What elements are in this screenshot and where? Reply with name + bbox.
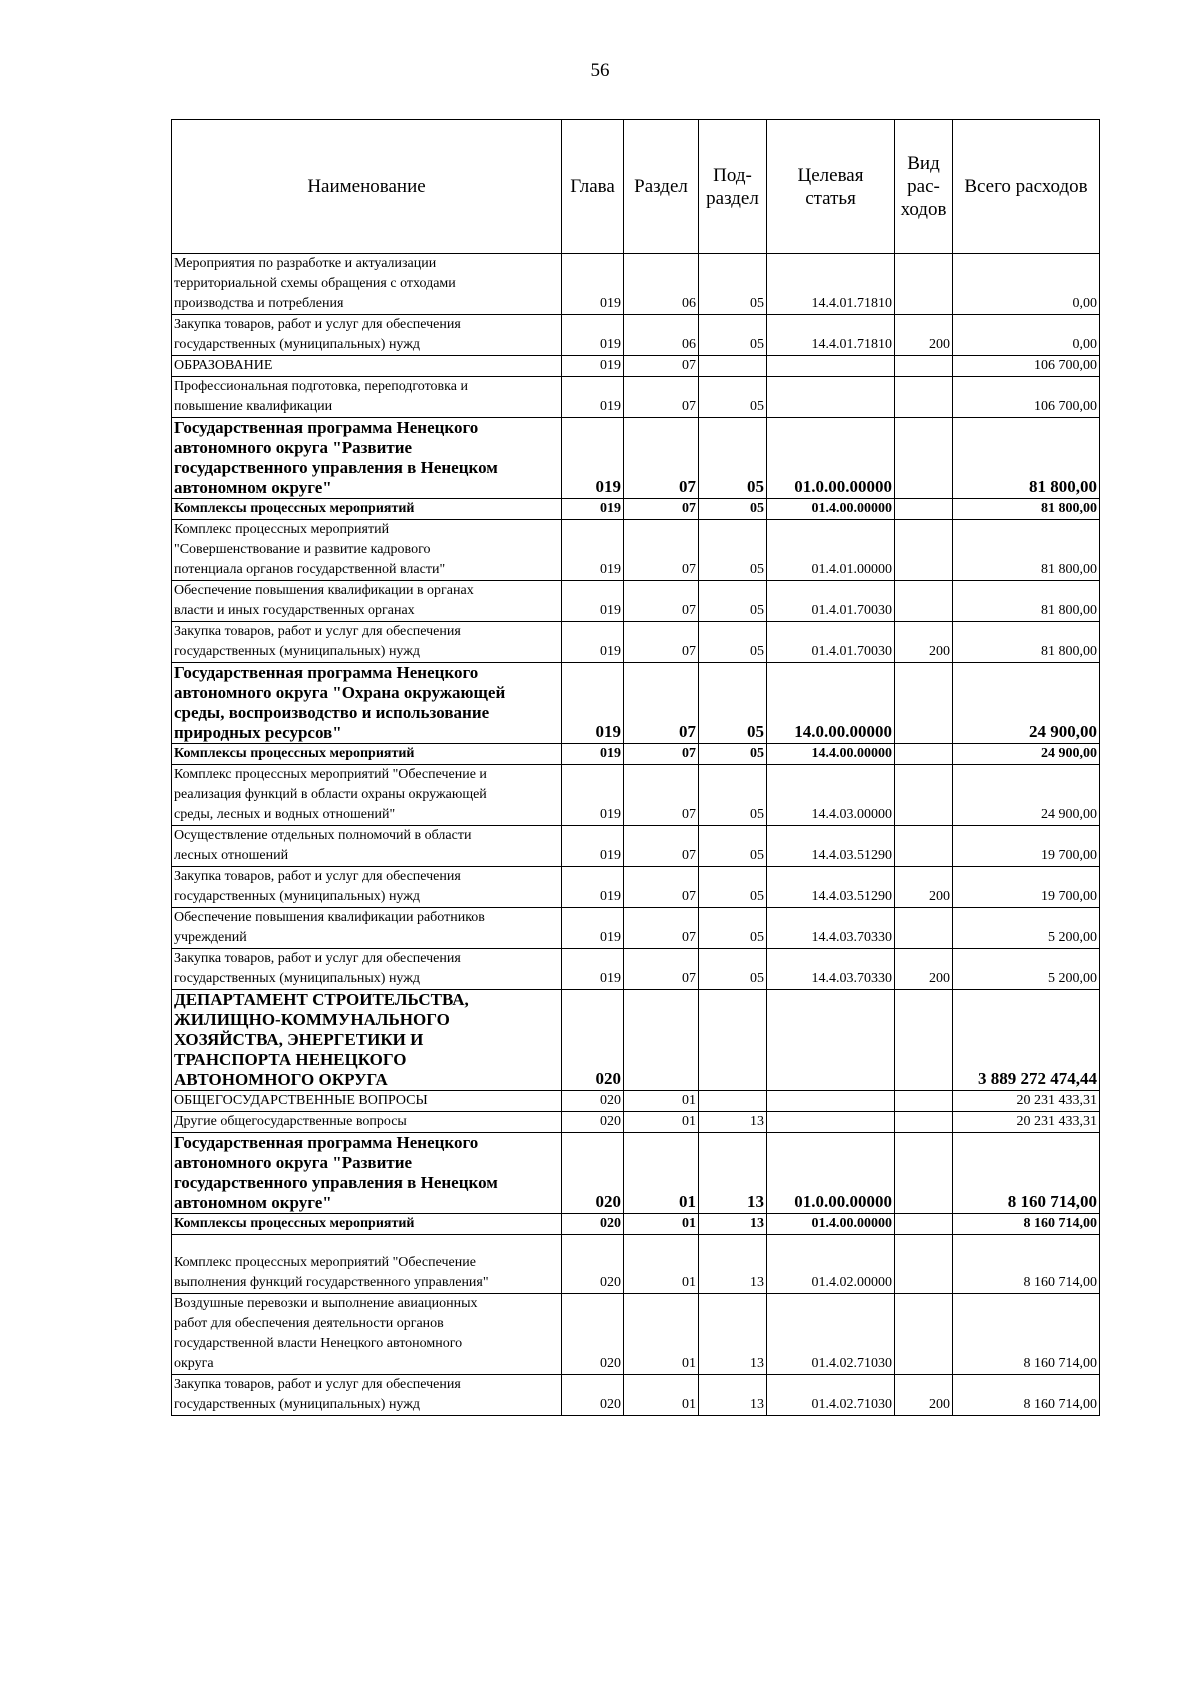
row-total: 81 800,00	[953, 520, 1100, 581]
row-razdel: 07	[624, 356, 699, 377]
row-podrazdel: 05	[699, 499, 767, 520]
row-total: 0,00	[953, 254, 1100, 315]
table-row	[172, 499, 1100, 520]
row-razdel: 07	[624, 663, 699, 744]
row-name: Комплексы процессных мероприятий	[172, 744, 562, 765]
row-total: 20 231 433,31	[953, 1112, 1100, 1133]
table-row	[172, 1112, 1100, 1133]
row-expense-type	[895, 356, 953, 377]
row-total: 5 200,00	[953, 908, 1100, 949]
row-name: Обеспечение повышения квалификации в органах власти и иных государственных органах	[172, 581, 562, 622]
row-name: Закупка товаров, работ и услуг для обеспечения государственных (муниципальных) нужд	[172, 949, 562, 990]
row-target-article: 01.4.00.00000	[767, 1214, 895, 1235]
row-glava: 019	[562, 254, 624, 315]
row-target-article: 01.4.01.70030	[767, 622, 895, 663]
row-glava: 020	[562, 1235, 624, 1294]
row-podrazdel	[699, 990, 767, 1091]
row-name: Профессиональная подготовка, переподготовка и повышение квалификации	[172, 377, 562, 418]
row-total: 106 700,00	[953, 356, 1100, 377]
row-target-article: 14.0.00.00000	[767, 663, 895, 744]
row-podrazdel: 05	[699, 622, 767, 663]
row-expense-type: 200	[895, 315, 953, 356]
row-target-article: 14.4.03.51290	[767, 867, 895, 908]
row-total: 106 700,00	[953, 377, 1100, 418]
header-name: Наименование	[172, 120, 562, 254]
row-podrazdel: 13	[699, 1375, 767, 1416]
table-row	[172, 744, 1100, 765]
table-row	[172, 908, 1100, 949]
row-expense-type	[895, 254, 953, 315]
row-expense-type: 200	[895, 949, 953, 990]
header-expense-type: Вид рас- ходов	[895, 120, 953, 254]
row-podrazdel: 05	[699, 765, 767, 826]
table-row	[172, 663, 1100, 744]
row-razdel: 01	[624, 1375, 699, 1416]
row-name: Государственная программа Ненецкого автономного округа "Развитие государственного управления в Ненецком автономном округе"	[172, 1133, 562, 1214]
row-total: 8 160 714,00	[953, 1133, 1100, 1214]
row-glava: 019	[562, 315, 624, 356]
table-row	[172, 622, 1100, 663]
row-expense-type	[895, 765, 953, 826]
row-total: 8 160 714,00	[953, 1214, 1100, 1235]
table-row	[172, 826, 1100, 867]
row-target-article	[767, 356, 895, 377]
table-row	[172, 867, 1100, 908]
row-total: 81 800,00	[953, 418, 1100, 499]
row-total: 3 889 272 474,44	[953, 990, 1100, 1091]
row-razdel: 07	[624, 581, 699, 622]
row-name: Закупка товаров, работ и услуг для обеспечения государственных (муниципальных) нужд	[172, 315, 562, 356]
table-row	[172, 356, 1100, 377]
row-target-article: 01.0.00.00000	[767, 418, 895, 499]
row-total: 81 800,00	[953, 581, 1100, 622]
row-razdel: 07	[624, 622, 699, 663]
row-expense-type	[895, 1214, 953, 1235]
row-podrazdel: 05	[699, 867, 767, 908]
row-expense-type: 200	[895, 622, 953, 663]
row-glava: 020	[562, 1133, 624, 1214]
row-expense-type	[895, 908, 953, 949]
row-glava: 019	[562, 826, 624, 867]
row-glava: 019	[562, 765, 624, 826]
row-name: Мероприятия по разработке и актуализации территориальной схемы обращения с отходами производства и потребления	[172, 254, 562, 315]
page-number: 56	[590, 60, 610, 81]
row-total: 24 900,00	[953, 765, 1100, 826]
row-razdel: 06	[624, 315, 699, 356]
row-expense-type	[895, 520, 953, 581]
row-expense-type	[895, 418, 953, 499]
row-name: Комплексы процессных мероприятий	[172, 499, 562, 520]
row-target-article	[767, 377, 895, 418]
row-expense-type: 200	[895, 867, 953, 908]
table-row	[172, 765, 1100, 826]
table-row	[172, 315, 1100, 356]
row-glava: 020	[562, 1214, 624, 1235]
row-razdel: 01	[624, 1294, 699, 1375]
row-target-article: 01.4.01.70030	[767, 581, 895, 622]
row-expense-type	[895, 1112, 953, 1133]
row-target-article: 01.4.02.71030	[767, 1294, 895, 1375]
row-podrazdel: 05	[699, 377, 767, 418]
row-podrazdel: 05	[699, 744, 767, 765]
row-target-article: 14.4.01.71810	[767, 254, 895, 315]
row-name: Закупка товаров, работ и услуг для обеспечения государственных (муниципальных) нужд	[172, 1375, 562, 1416]
table-row	[172, 418, 1100, 499]
row-podrazdel	[699, 1091, 767, 1112]
row-podrazdel: 05	[699, 826, 767, 867]
row-name: Воздушные перевозки и выполнение авиационных работ для обеспечения деятельности органов государственной власти Ненецкого автономного округа	[172, 1294, 562, 1375]
row-glava: 019	[562, 949, 624, 990]
row-podrazdel: 05	[699, 254, 767, 315]
row-glava: 020	[562, 1112, 624, 1133]
row-glava: 019	[562, 377, 624, 418]
row-razdel: 01	[624, 1112, 699, 1133]
row-glava: 019	[562, 908, 624, 949]
row-podrazdel: 13	[699, 1214, 767, 1235]
row-name: ОБРАЗОВАНИЕ	[172, 356, 562, 377]
row-glava: 019	[562, 744, 624, 765]
row-total: 20 231 433,31	[953, 1091, 1100, 1112]
row-razdel: 06	[624, 254, 699, 315]
row-podrazdel: 05	[699, 581, 767, 622]
row-total: 5 200,00	[953, 949, 1100, 990]
row-razdel: 07	[624, 867, 699, 908]
header-podrazdel: Под- раздел	[699, 120, 767, 254]
row-total: 19 700,00	[953, 867, 1100, 908]
table-row	[172, 1133, 1100, 1214]
header-glava: Глава	[562, 120, 624, 254]
row-podrazdel: 13	[699, 1235, 767, 1294]
row-name: Обеспечение повышения квалификации работников учреждений	[172, 908, 562, 949]
table-row	[172, 377, 1100, 418]
row-total: 8 160 714,00	[953, 1235, 1100, 1294]
row-target-article: 01.4.02.00000	[767, 1235, 895, 1294]
header-target-article: Целевая статья	[767, 120, 895, 254]
row-razdel: 07	[624, 744, 699, 765]
table-row	[172, 520, 1100, 581]
row-expense-type	[895, 1294, 953, 1375]
row-razdel: 07	[624, 377, 699, 418]
row-name: Государственная программа Ненецкого автономного округа "Охрана окружающей среды, воспроизводство и использование природных ресурсов"	[172, 663, 562, 744]
row-podrazdel: 05	[699, 520, 767, 581]
row-glava: 019	[562, 356, 624, 377]
row-total: 81 800,00	[953, 622, 1100, 663]
row-razdel: 07	[624, 949, 699, 990]
row-name: Комплекс процессных мероприятий "Обеспечение выполнения функций государственного управления"	[172, 1235, 562, 1294]
row-podrazdel: 05	[699, 663, 767, 744]
row-glava: 019	[562, 663, 624, 744]
row-target-article: 14.4.00.00000	[767, 744, 895, 765]
row-glava: 019	[562, 622, 624, 663]
row-expense-type: 200	[895, 1375, 953, 1416]
row-podrazdel: 05	[699, 418, 767, 499]
table-row	[172, 990, 1100, 1091]
table-row	[172, 1091, 1100, 1112]
row-podrazdel: 05	[699, 949, 767, 990]
row-target-article: 14.4.03.51290	[767, 826, 895, 867]
row-name: Комплексы процессных мероприятий	[172, 1214, 562, 1235]
row-target-article: 01.4.02.71030	[767, 1375, 895, 1416]
row-expense-type	[895, 1235, 953, 1294]
header-total: Всего расходов	[953, 120, 1100, 254]
row-total: 24 900,00	[953, 663, 1100, 744]
table-row	[172, 1235, 1100, 1294]
row-podrazdel: 13	[699, 1133, 767, 1214]
row-total: 8 160 714,00	[953, 1294, 1100, 1375]
row-razdel: 07	[624, 520, 699, 581]
row-name: Комплекс процессных мероприятий "Совершенствование и развитие кадрового потенциала органов государственной власти"	[172, 520, 562, 581]
row-total: 0,00	[953, 315, 1100, 356]
row-total: 8 160 714,00	[953, 1375, 1100, 1416]
row-expense-type	[895, 377, 953, 418]
row-target-article: 01.4.00.00000	[767, 499, 895, 520]
row-glava: 020	[562, 1091, 624, 1112]
row-target-article: 14.4.03.00000	[767, 765, 895, 826]
row-expense-type	[895, 826, 953, 867]
header-razdel: Раздел	[624, 120, 699, 254]
row-glava: 019	[562, 520, 624, 581]
row-razdel: 07	[624, 826, 699, 867]
row-podrazdel: 05	[699, 315, 767, 356]
row-name: Комплекс процессных мероприятий "Обеспечение и реализация функций в области охраны окружающей среды, лесных и водных отношений"	[172, 765, 562, 826]
table-header-row	[172, 120, 1100, 254]
row-razdel: 01	[624, 1091, 699, 1112]
row-name: Закупка товаров, работ и услуг для обеспечения государственных (муниципальных) нужд	[172, 867, 562, 908]
row-expense-type	[895, 581, 953, 622]
row-expense-type	[895, 1091, 953, 1112]
row-glava: 019	[562, 867, 624, 908]
table-row	[172, 1294, 1100, 1375]
row-target-article	[767, 1091, 895, 1112]
row-razdel: 07	[624, 908, 699, 949]
row-razdel	[624, 990, 699, 1091]
row-name: Закупка товаров, работ и услуг для обеспечения государственных (муниципальных) нужд	[172, 622, 562, 663]
row-expense-type	[895, 663, 953, 744]
row-glava: 019	[562, 418, 624, 499]
row-target-article	[767, 1112, 895, 1133]
row-target-article: 14.4.03.70330	[767, 908, 895, 949]
table-row	[172, 581, 1100, 622]
row-razdel: 07	[624, 499, 699, 520]
row-podrazdel: 13	[699, 1112, 767, 1133]
row-expense-type	[895, 1133, 953, 1214]
row-razdel: 07	[624, 765, 699, 826]
row-glava: 020	[562, 1375, 624, 1416]
row-podrazdel: 13	[699, 1294, 767, 1375]
row-glava: 019	[562, 499, 624, 520]
row-glava: 019	[562, 581, 624, 622]
row-podrazdel	[699, 356, 767, 377]
row-name: ДЕПАРТАМЕНТ СТРОИТЕЛЬСТВА, ЖИЛИЩНО-КОММУНАЛЬНОГО ХОЗЯЙСТВА, ЭНЕРГЕТИКИ И ТРАНСПОРТА НЕНЕЦКОГО АВТОНОМНОГО ОКРУГА	[172, 990, 562, 1091]
row-name: ОБЩЕГОСУДАРСТВЕННЫЕ ВОПРОСЫ	[172, 1091, 562, 1112]
row-total: 19 700,00	[953, 826, 1100, 867]
row-name: Осуществление отдельных полномочий в области лесных отношений	[172, 826, 562, 867]
row-razdel: 01	[624, 1235, 699, 1294]
row-target-article: 01.4.01.00000	[767, 520, 895, 581]
budget-table	[171, 119, 1100, 1416]
table-row	[172, 949, 1100, 990]
row-target-article: 14.4.01.71810	[767, 315, 895, 356]
row-total: 24 900,00	[953, 744, 1100, 765]
row-target-article: 01.0.00.00000	[767, 1133, 895, 1214]
row-podrazdel: 05	[699, 908, 767, 949]
row-target-article: 14.4.03.70330	[767, 949, 895, 990]
row-razdel: 07	[624, 418, 699, 499]
row-glava: 020	[562, 1294, 624, 1375]
table-row	[172, 254, 1100, 315]
row-expense-type	[895, 990, 953, 1091]
row-name: Другие общегосударственные вопросы	[172, 1112, 562, 1133]
row-target-article	[767, 990, 895, 1091]
row-total: 81 800,00	[953, 499, 1100, 520]
row-razdel: 01	[624, 1214, 699, 1235]
row-razdel: 01	[624, 1133, 699, 1214]
row-glava: 020	[562, 990, 624, 1091]
row-expense-type	[895, 499, 953, 520]
table-row	[172, 1214, 1100, 1235]
table-row	[172, 1375, 1100, 1416]
row-name: Государственная программа Ненецкого автономного округа "Развитие государственного управления в Ненецком автономном округе"	[172, 418, 562, 499]
row-expense-type	[895, 744, 953, 765]
